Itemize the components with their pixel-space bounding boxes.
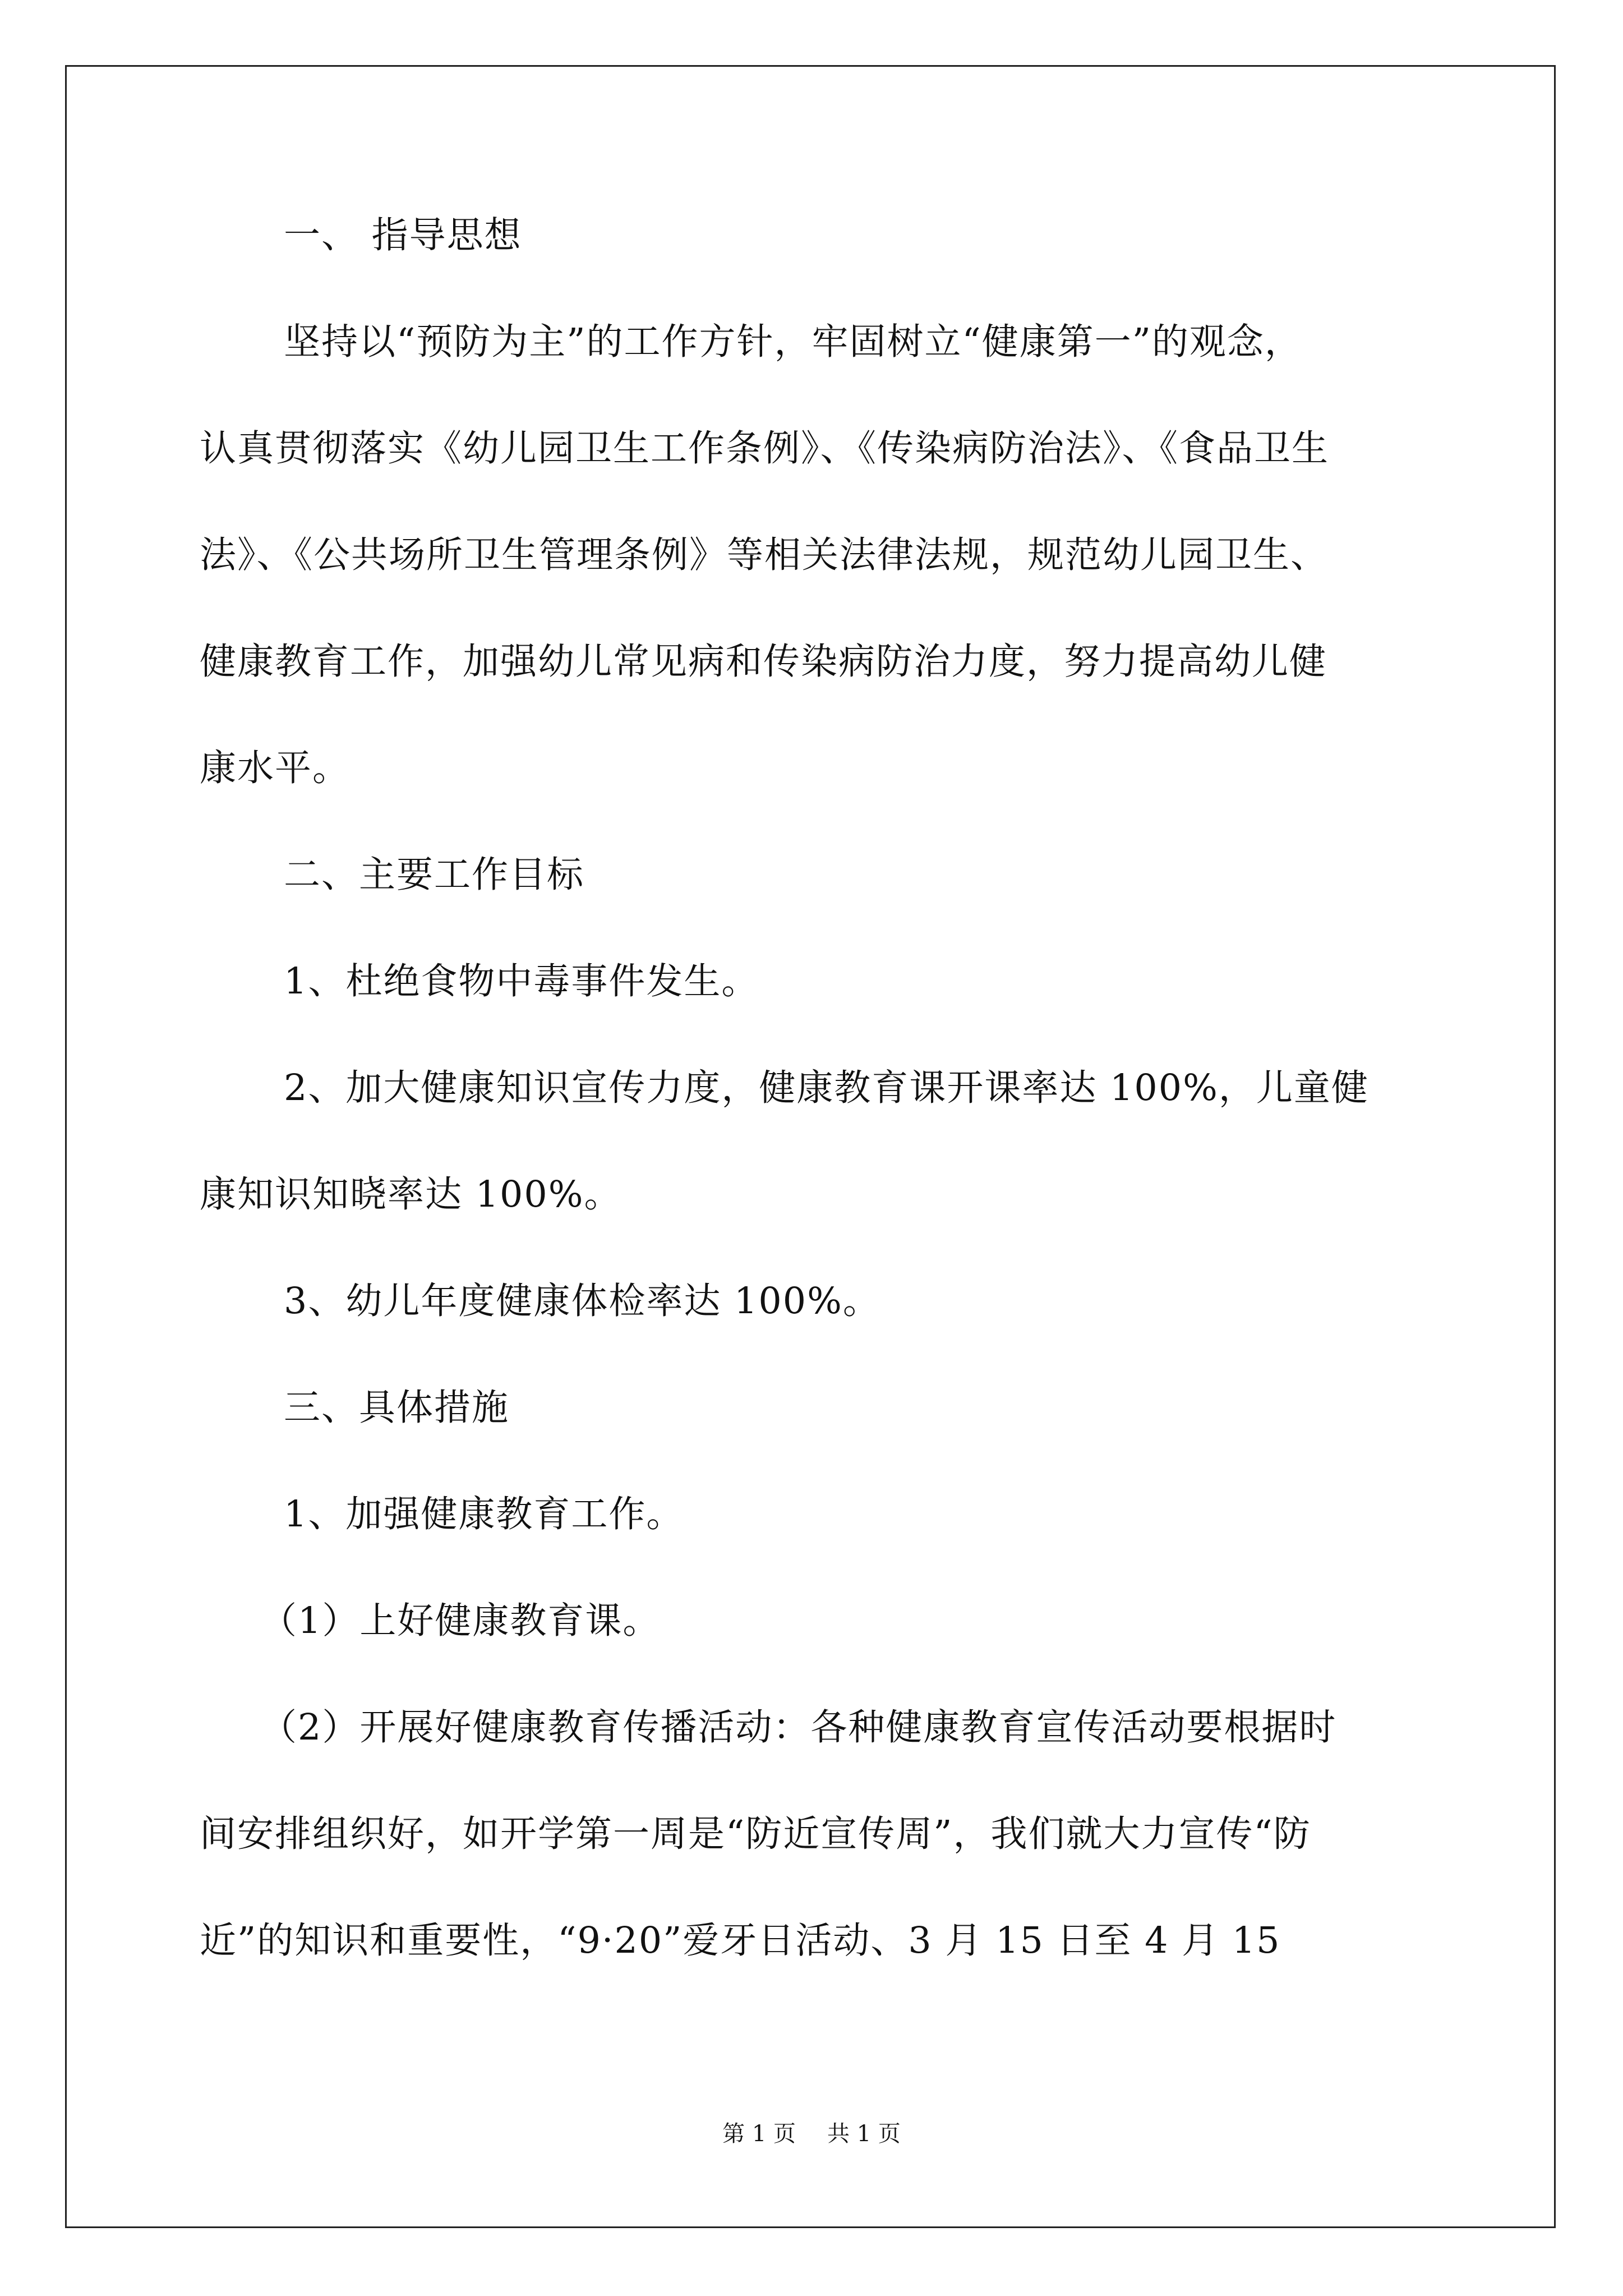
heading-guiding-ideology: 一、 指导思想: [284, 214, 522, 256]
page-footer: [0, 2118, 1623, 2150]
list-item: 1、杜绝食物中毒事件发生。: [284, 960, 759, 1002]
list-item: 1、加强健康教育工作。: [284, 1493, 684, 1535]
paragraph-line: 健康教育工作，加强幼儿常见病和传染病防治力度，努力提高幼儿健: [200, 641, 1327, 683]
list-item: （2）开展好健康教育传播活动：各种健康教育宣传活动要根据时: [260, 1706, 1337, 1749]
page-border: [65, 65, 1556, 2228]
paragraph-line: 间安排组织好，如开学第一周是“防近宣传周”，我们就大力宣传“防: [200, 1813, 1311, 1855]
paragraph-line: 康水平。: [200, 747, 351, 789]
page-total: 共 1 页: [827, 2121, 901, 2147]
list-item: （1）上好健康教育课。: [260, 1600, 661, 1642]
paragraph-line: 法》、《公共场所卫生管理条例》等相关法律法规，规范幼儿园卫生、: [200, 534, 1329, 576]
paragraph-line: 坚持以“预防为主”的工作方针，牢固树立“健康第一”的观念，: [284, 321, 1302, 363]
paragraph-line: 认真贯彻落实《幼儿园卫生工作条例》、《传染病防治法》、《食品卫生: [200, 427, 1330, 470]
list-item: 2、加大健康知识宣传力度，健康教育课开课率达 100%，儿童健: [284, 1067, 1369, 1109]
page-number: 第 1 页: [722, 2121, 796, 2147]
paragraph-line: 康知识知晓率达 100%。: [200, 1174, 622, 1216]
list-item: 3、幼儿年度健康体检率达 100%。: [284, 1280, 880, 1322]
heading-measures: 三、具体措施: [284, 1387, 510, 1429]
heading-main-goals: 二、主要工作目标: [284, 854, 585, 896]
paragraph-line: 近”的知识和重要性，“9·20”爱牙日活动、3 月 15 日至 4 月 15: [200, 1920, 1281, 1962]
